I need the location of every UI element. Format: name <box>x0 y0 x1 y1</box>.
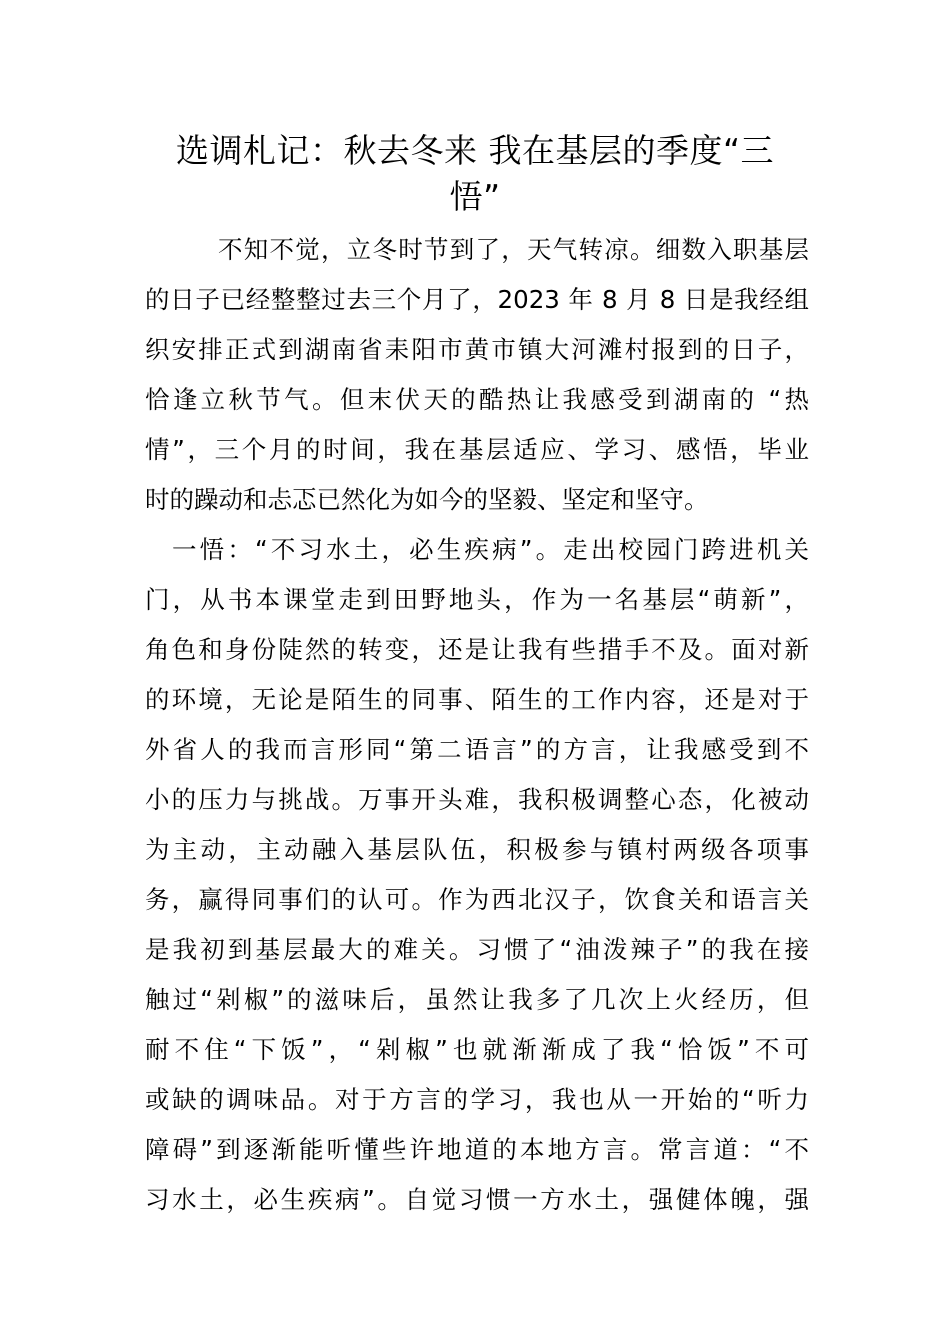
body-line: 为主动，主动融入基层队伍，积极参与镇村两级各项事 <box>145 835 809 864</box>
body-line: 小的压力与挑战。万事开头难，我积极调整心态，化被动 <box>145 785 809 814</box>
body-line: 恰逢立秋节气。但末伏天的酷热让我感受到湖南的 “热 <box>145 385 809 414</box>
body-line: 耐不住“下饭”，“剁椒”也就渐渐成了我“恰饭”不可 <box>145 1035 809 1064</box>
body-line: 习水土，必生疾病”。自觉习惯一方水土，强健体魄，强 <box>145 1185 809 1214</box>
body-line: 织安排正式到湖南省耒阳市黄市镇大河滩村报到的日子， <box>145 335 809 364</box>
body-line: 是我初到基层最大的难关。习惯了“油泼辣子”的我在接 <box>145 935 809 964</box>
document-title <box>140 128 810 220</box>
body-line: 或缺的调味品。对于方言的学习，我也从一开始的“听力 <box>145 1085 809 1114</box>
body-line: 触过“剁椒”的滋味后，虽然让我多了几次上火经历，但 <box>145 985 809 1014</box>
body-line: 的日子已经整整过去三个月了，2023 年 8 月 8 日是我经组 <box>145 285 809 314</box>
body-line: 的环境，无论是陌生的同事、陌生的工作内容，还是对于 <box>145 685 809 714</box>
body-line: 障碍”到逐渐能听懂些许地道的本地方言。常言道：“不 <box>145 1135 809 1164</box>
body-line: 外省人的我而言形同“第二语言”的方言，让我感受到不 <box>145 735 809 764</box>
body-line: 角色和身份陡然的转变，还是让我有些措手不及。面对新 <box>145 635 809 664</box>
body-line: 一悟：“不习水土，必生疾病”。走出校园门跨进机关 <box>172 535 809 564</box>
title-line-1: 选调札记：秋去冬来 我在基层的季度“三 <box>175 131 775 170</box>
body-line: 务，赢得同事们的认可。作为西北汉子，饮食关和语言关 <box>145 885 809 914</box>
body-line: 时的躁动和忐忑已然化为如今的坚毅、坚定和坚守。 <box>145 485 709 514</box>
body-line: 不知不觉，立冬时节到了，天气转凉。细数入职基层 <box>218 235 809 264</box>
body-line: 情”，三个月的时间，我在基层适应、学习、感悟，毕业 <box>145 435 809 464</box>
title-line-2: 悟” <box>449 177 501 216</box>
body-line: 门，从书本课堂走到田野地头，作为一名基层“萌新”， <box>145 585 809 614</box>
